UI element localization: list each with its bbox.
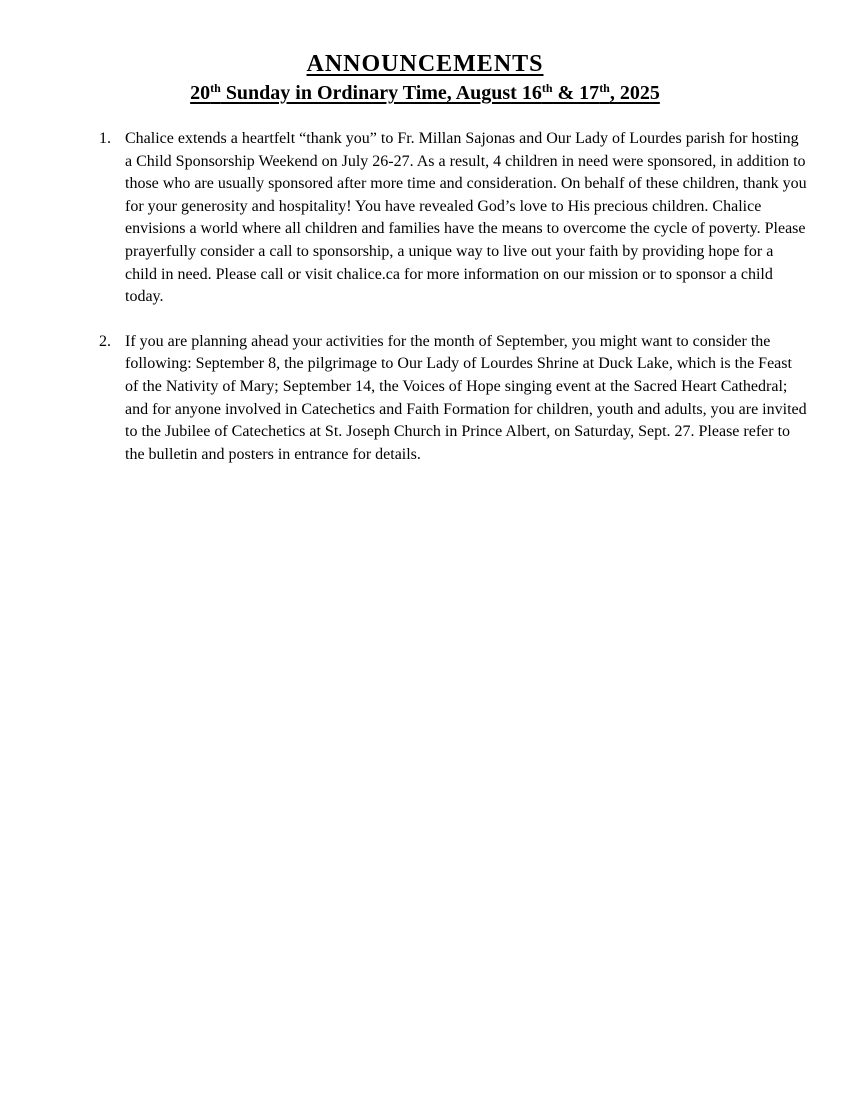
subtitle-year: , 2025 bbox=[609, 82, 660, 104]
announcement-list bbox=[99, 128, 809, 488]
page-title: ANNOUNCEMENTS bbox=[306, 51, 544, 77]
announcement-number: 2. bbox=[99, 332, 111, 350]
announcement-item bbox=[99, 128, 809, 309]
announcement-number: 1. bbox=[99, 130, 111, 147]
subtitle-day1-suffix: th bbox=[541, 81, 553, 95]
announcement-text: Chalice extends a heartfelt “thank you” to Fr. Millan Sajonas and Our Lady of Lourdes parish for hosting a Child Sponsorship Weekend on July 26-27. As a result, 4 children in need were sponsored, in addition to those who are usually sponsored after more time and consideration. On behalf of these children, thank you for your generosity and hospitality! You have revealed God’s love to His precious children. Chalice envisions a world where all children and families have the means to overcome the cycle of poverty. Please prayerfully consider a call to sponsorship, a unique way to live out your faith by providing hope for a child in need. Please call or visit chalice.ca for more information on our mission or to sponsor a child today. bbox=[125, 130, 807, 306]
subtitle-amp: & 17 bbox=[552, 82, 600, 104]
subtitle-day2-suffix: th bbox=[599, 81, 610, 95]
announcement-item bbox=[99, 331, 809, 467]
announcement-text: If you are planning ahead your activities for the month of September, you might want to consider the following: September 8, the pilgrimage to Our Lady of Lourdes Shrine at Duck Lake, which is the Feast of the Nativity of Mary; September 14, the Voices of Hope singing event at the Sacred Heart Cathedral; and for anyone involved in Catechetics and Faith Formation for children, youth and adults, you are invited to the Jubilee of Catechetics at St. Joseph Church in Prince Albert, on Saturday, Sept. 27. Please refer to the bulletin and posters in entrance for details. bbox=[125, 332, 807, 463]
subtitle-ordinal-number: 20 bbox=[190, 82, 211, 104]
subtitle-ordinal-suffix: th bbox=[210, 81, 221, 95]
subtitle-middle: Sunday in Ordinary Time, August 16 bbox=[220, 82, 542, 104]
page-subtitle bbox=[0, 80, 850, 106]
